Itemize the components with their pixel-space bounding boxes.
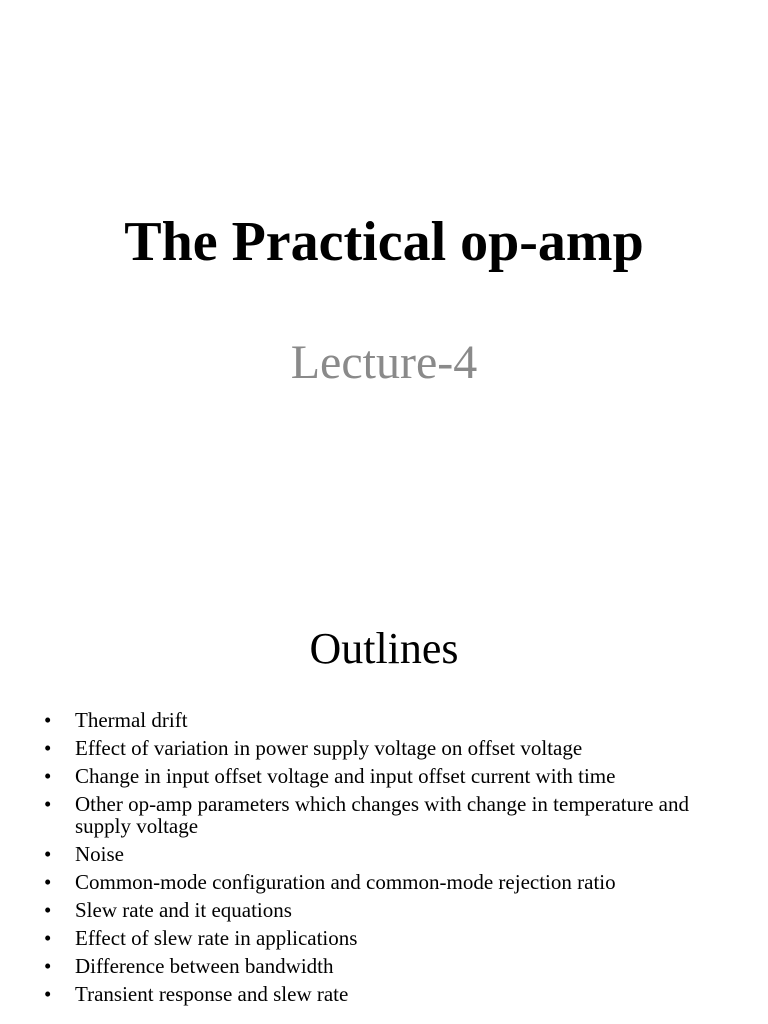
- list-item-text: Change in input offset voltage and input offset current with time: [75, 764, 616, 788]
- list-item: [0, 765, 768, 787]
- list-item: [0, 843, 768, 865]
- list-item-text: Difference between bandwidth: [75, 954, 334, 978]
- list-item: [0, 871, 768, 893]
- bullet-icon: •: [44, 792, 52, 816]
- list-item-text: Effect of variation in power supply voltage on offset voltage: [75, 736, 583, 760]
- list-item: [0, 709, 768, 731]
- list-item-text: Transient response and slew rate: [75, 982, 349, 1006]
- bullet-icon: •: [44, 736, 52, 760]
- list-item: [0, 793, 768, 837]
- list-item: [0, 927, 768, 949]
- bullet-icon: •: [44, 926, 52, 950]
- bullet-icon: •: [44, 842, 52, 866]
- bullet-icon: •: [44, 982, 52, 1006]
- slide-subtitle: Lecture-4: [290, 336, 478, 389]
- bullet-icon: •: [44, 954, 52, 978]
- bullet-icon: •: [44, 870, 52, 894]
- list-item-text: Common-mode configuration and common-mode rejection ratio: [75, 870, 616, 894]
- list-item: [0, 955, 768, 977]
- outlines-heading: Outlines: [309, 624, 459, 673]
- list-item: [0, 983, 768, 1005]
- list-item-text: Effect of slew rate in applications: [75, 926, 358, 950]
- outline-list: [0, 709, 768, 1011]
- slide-title: The Practical op-amp: [124, 211, 644, 273]
- list-item: [0, 899, 768, 921]
- list-item-text: Slew rate and it equations: [75, 898, 292, 922]
- list-item-text: Other op-amp parameters which changes with change in temperature and supply voltage: [75, 792, 690, 838]
- bullet-icon: •: [44, 708, 52, 732]
- list-item: [0, 737, 768, 759]
- bullet-icon: •: [44, 764, 52, 788]
- list-item-text: Noise: [75, 842, 124, 866]
- bullet-icon: •: [44, 898, 52, 922]
- list-item-text: Thermal drift: [75, 708, 188, 732]
